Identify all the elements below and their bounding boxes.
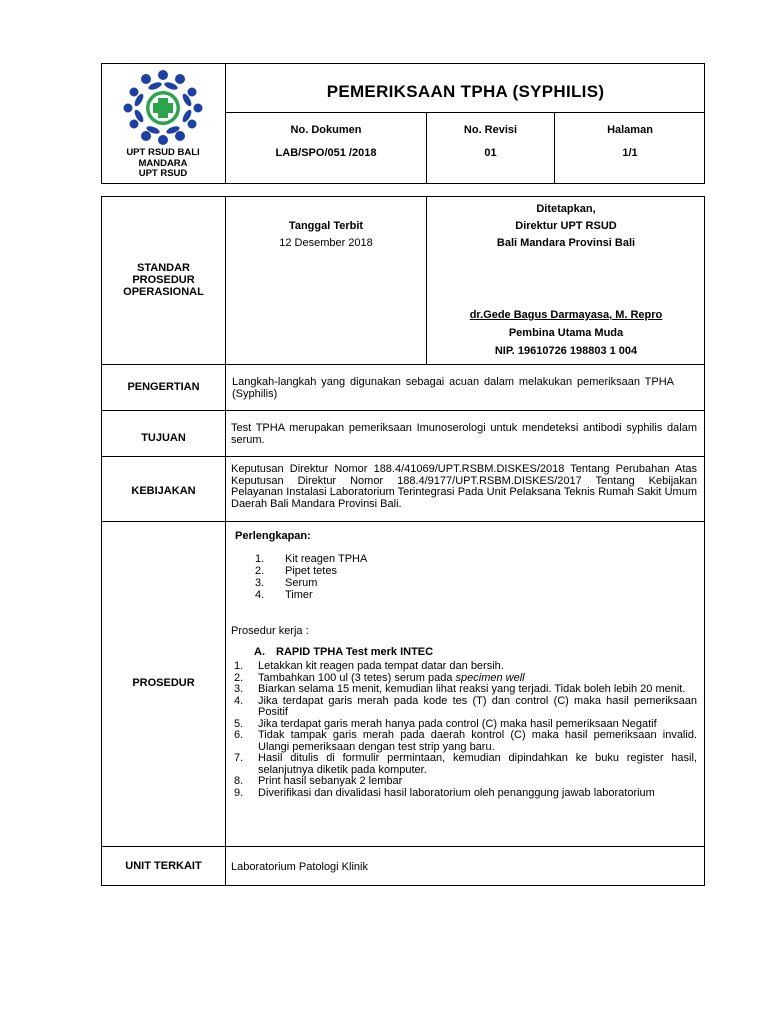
- related-unit-label: UNIT TERKAIT: [125, 860, 202, 872]
- doc-number-value: LAB/SPO/051 /2018: [275, 147, 377, 159]
- row-divider: [101, 521, 705, 522]
- row-divider: [101, 364, 705, 365]
- doc-number-label: No. Dokumen: [290, 124, 362, 136]
- policy-text: Keputusan Direktur Nomor 188.4/41069/UPT.RSBM.DISKES/2018 Tentang Perubahan Atas Keputusan Direktur Nomor 188.4/9177/UPT.RSBM.DISKES/2017 Tentang Kebijakan Pelayanan Instalasi Laboratorium Terintegrasi Pada Unit Pelaksana Teknis Rumah Sakit Umum Daerah Bali Mandara Provinsi Bali.: [231, 463, 697, 510]
- list-item: [234, 753, 697, 776]
- unit-name-line: MANDARA: [138, 157, 188, 169]
- procedure-steps: [234, 661, 697, 799]
- list-item-emphasis: specimen well: [455, 671, 525, 684]
- list-item-number: 4.: [234, 694, 244, 707]
- list-item: [234, 730, 697, 753]
- method-heading: [254, 646, 433, 658]
- signer-name: dr.Gede Bagus Darmayasa, M. Repro: [469, 309, 663, 321]
- equipment-list: [255, 553, 555, 601]
- policy-label: KEBIJAKAN: [131, 485, 196, 497]
- list-item: [255, 565, 555, 577]
- list-item-text: Jika terdapat garis merah hanya pada control (C) maka hasil pemeriksaan Negatif: [258, 717, 657, 730]
- approval-line: Bali Mandara Provinsi Bali: [496, 237, 636, 249]
- list-item: [234, 696, 697, 719]
- document-title: PEMERIKSAAN TPHA (SYPHILIS): [326, 82, 605, 101]
- list-item-text: Biarkan selama 15 menit, kemudian lihat reaksi yang terjadi. Tidak boleh lebih 20 menit.: [258, 683, 686, 695]
- definition-text: Langkah-langkah yang digunakan sebagai acuan dalam melakukan pemeriksaan TPHA (Syphilis): [232, 376, 674, 400]
- list-item-number: 1.: [234, 660, 244, 672]
- related-unit-text: Laboratorium Patologi Klinik: [231, 861, 368, 873]
- list-item-text: Jika terdapat garis merah pada kode tes (T) dan control (C) maka hasil pemeriksaan Positif: [258, 694, 697, 718]
- approval-line: Direktur UPT RSUD: [515, 220, 617, 232]
- list-item-text: Print hasil sebanyak 2 lembar: [258, 775, 403, 787]
- list-item-text: Hasil ditulis di formulir permintaan, kemudian dipindahkan ke buku register hasil, selanjutnya diketik pada komputer.: [258, 752, 697, 776]
- work-procedure-title: Prosedur kerja :: [231, 625, 309, 637]
- list-item: [255, 589, 555, 601]
- equipment-title: Perlengkapan:: [235, 530, 311, 542]
- method-letter: A.: [254, 646, 265, 658]
- approval-line: Ditetapkan,: [536, 203, 596, 215]
- list-item-number: 6.: [234, 729, 244, 741]
- list-item-number: 2.: [255, 565, 265, 577]
- list-item-number: 4.: [255, 589, 265, 601]
- list-item-text: Pipet tetes: [285, 565, 337, 577]
- hospital-logo: [115, 66, 211, 146]
- procedure-label: PROSEDUR: [132, 677, 195, 689]
- method-title: RAPID TPHA Test merk INTEC: [276, 646, 434, 658]
- list-item: [255, 577, 555, 589]
- list-item-number: 3.: [234, 683, 244, 695]
- list-item-text: Letakkan kit reagen pada tempat datar dan bersih.: [258, 660, 504, 672]
- list-item-text: Tambahkan 100 ul (3 tetes) serum pada: [258, 671, 456, 684]
- purpose-label: TUJUAN: [141, 432, 186, 444]
- page-value: 1/1: [622, 147, 638, 159]
- signer-nip: NIP. 19610726 198803 1 004: [494, 345, 638, 357]
- row-divider: [101, 846, 705, 847]
- row-divider: [101, 456, 705, 457]
- sop-label-line: PROSEDUR: [132, 274, 195, 286]
- sop-label-line: STANDAR: [137, 262, 190, 274]
- list-item-text: Tidak tampak garis merah pada daerah kontrol (C) maka hasil pemeriksaan invalid. Ulangi pemeriksaan dengan test strip yang baru.: [258, 729, 697, 753]
- list-item: [255, 553, 555, 565]
- revision-value: 01: [484, 147, 497, 159]
- list-item-number: 7.: [234, 752, 244, 764]
- issue-date-label: Tanggal Terbit: [288, 220, 364, 232]
- signer-rank: Pembina Utama Muda: [508, 327, 624, 339]
- list-item-number: 1.: [255, 553, 265, 565]
- list-item-text: Kit reagen TPHA: [285, 553, 368, 565]
- list-item-number: 9.: [234, 786, 244, 799]
- list-item-text: Serum: [285, 577, 318, 589]
- list-item-text: Timer: [285, 589, 313, 601]
- list-item-number: 2.: [234, 671, 244, 684]
- unit-name-line: UPT RSUD: [138, 168, 188, 179]
- sop-label: [102, 262, 225, 298]
- purpose-text: Test TPHA merupakan pemeriksaan Imunoserologi untuk mendeteksi antibodi syphilis dalam serum.: [231, 422, 697, 446]
- unit-name: [105, 147, 221, 179]
- list-item-number: 5.: [234, 717, 244, 730]
- list-item: [234, 788, 697, 800]
- list-item-text: Diverifikasi dan divalidasi hasil laboratorium oleh penanggung jawab laboratorium: [258, 786, 655, 799]
- header-divider: [225, 112, 705, 113]
- sop-label-line: OPERASIONAL: [123, 286, 204, 298]
- unit-name-line: UPT RSUD BALI: [126, 147, 200, 158]
- row-divider: [225, 196, 226, 886]
- list-item-number: 8.: [234, 775, 244, 787]
- definition-label: PENGERTIAN: [127, 381, 200, 393]
- row-divider: [101, 410, 705, 411]
- page-label: Halaman: [607, 124, 653, 136]
- issue-date-value: 12 Desember 2018: [279, 237, 373, 249]
- revision-label: No. Revisi: [463, 124, 518, 136]
- list-item-number: 3.: [255, 577, 265, 589]
